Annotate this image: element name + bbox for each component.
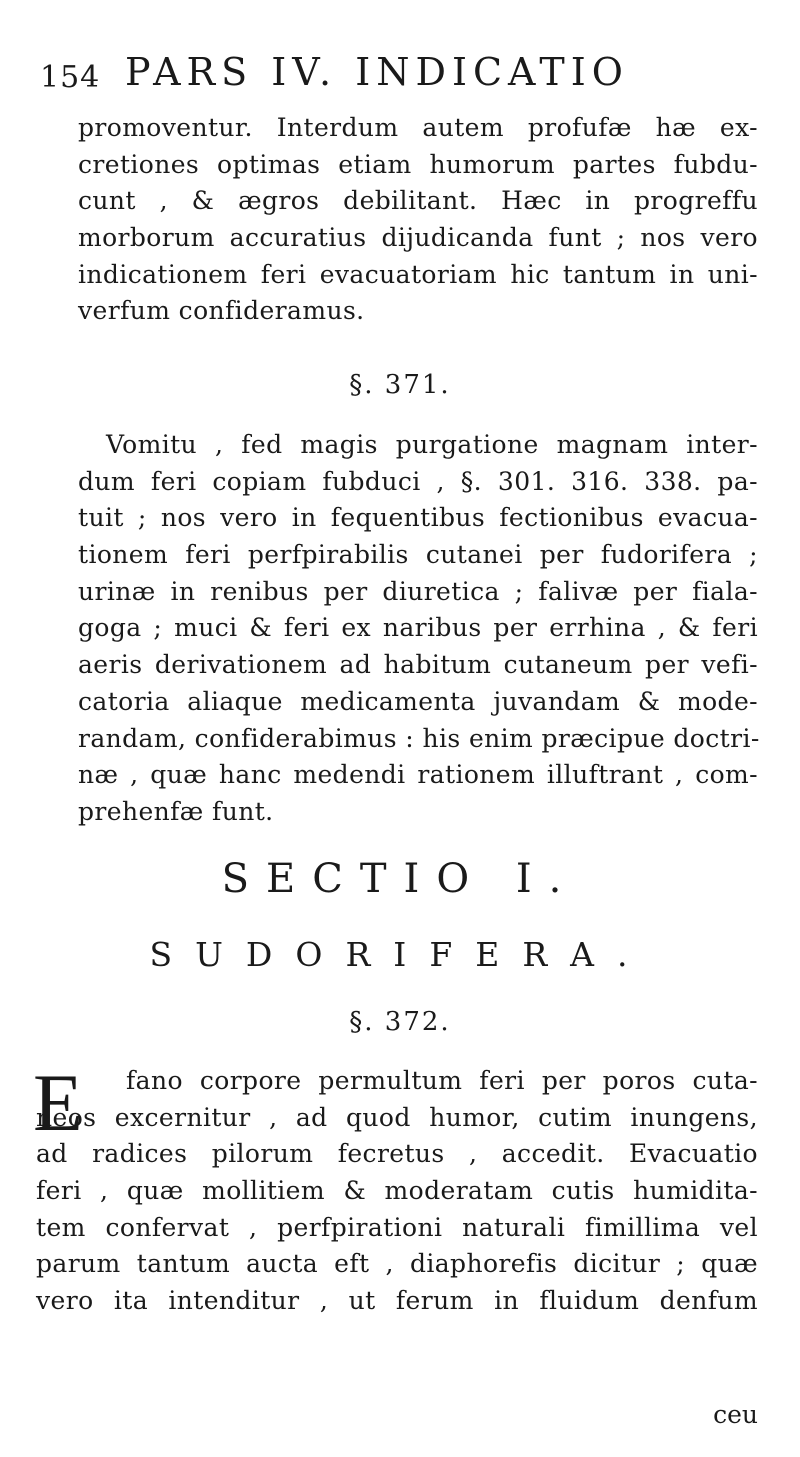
text-line: fano corpore permultum feri per poros cuta-: [126, 1066, 758, 1095]
running-head: [40, 50, 760, 100]
section-mark-371: §. 371.: [349, 370, 451, 400]
text-line: vero ita intenditur , ut ferum in fluidum denfum: [36, 1286, 758, 1316]
text-line: goga ; muci & feri ex naribus per errhina , & feri: [78, 613, 758, 643]
text-line: Vomitu , fed magis purgatione magnam inter-: [106, 430, 758, 459]
text-line: urinæ in renibus per diuretica ; falivæ per fiala-: [78, 576, 758, 606]
paragraph-1: [78, 110, 758, 330]
text-line: randam, confiderabimus : his enim præcipue doctri-: [78, 723, 760, 753]
text-line: morborum accuratius dijudicanda funt ; nos vero: [78, 223, 758, 253]
text-line: catoria aliaque medicamenta juvandam & mode-: [78, 686, 758, 716]
text-line: verfum confideramus.: [78, 296, 365, 326]
text-line: tuit ; nos vero in fequentibus fectionibus evacua-: [78, 503, 758, 533]
text-line: aeris derivationem ad habitum cutaneum per vefi-: [78, 650, 758, 680]
text-line: tem confervat , perfpirationi naturali fimillima vel: [36, 1212, 758, 1242]
text-line: cunt , & ægros debilitant. Hæc in progreffu: [78, 186, 758, 216]
catchword: ceu: [713, 1400, 758, 1429]
section-title: SECTIO I.: [221, 856, 579, 902]
drop-cap: E: [33, 1057, 84, 1148]
paragraph-2: [78, 427, 758, 831]
section-subtitle: SUDORIFERA.: [149, 935, 651, 974]
text-line: tionem feri perfpirabilis cutanei per fudorifera ;: [78, 540, 758, 570]
text-line: prehenfæ funt.: [78, 796, 274, 826]
text-line: dum feri copiam fubduci , §. 301. 316. 338. pa-: [78, 466, 758, 496]
page-number: 154: [40, 60, 101, 95]
text-line: neos excernitur , ad quod humor, cutim inungens,: [36, 1102, 758, 1132]
section-mark-372: §. 372.: [349, 1007, 451, 1037]
text-line: indicationem feri evacuatoriam hic tantum in uni-: [78, 259, 758, 289]
text-line: ad radices pilorum fecretus , accedit. Evacuatio: [36, 1139, 758, 1169]
running-title: PARS IV. INDICATIO: [125, 50, 629, 94]
text-line: promoventur. Interdum autem profufæ hæ ex-: [78, 113, 758, 142]
text-line: cretiones optimas etiam humorum partes fubdu-: [78, 149, 758, 179]
text-line: næ , quæ hanc medendi rationem illuftrant , com-: [78, 760, 758, 790]
text-line: feri , quæ mollitiem & moderatam cutis humidita-: [36, 1176, 758, 1206]
text-line: parum tantum aucta eft , diaphorefis dicitur ; quæ: [36, 1249, 758, 1279]
paragraph-3: [36, 1063, 758, 1320]
